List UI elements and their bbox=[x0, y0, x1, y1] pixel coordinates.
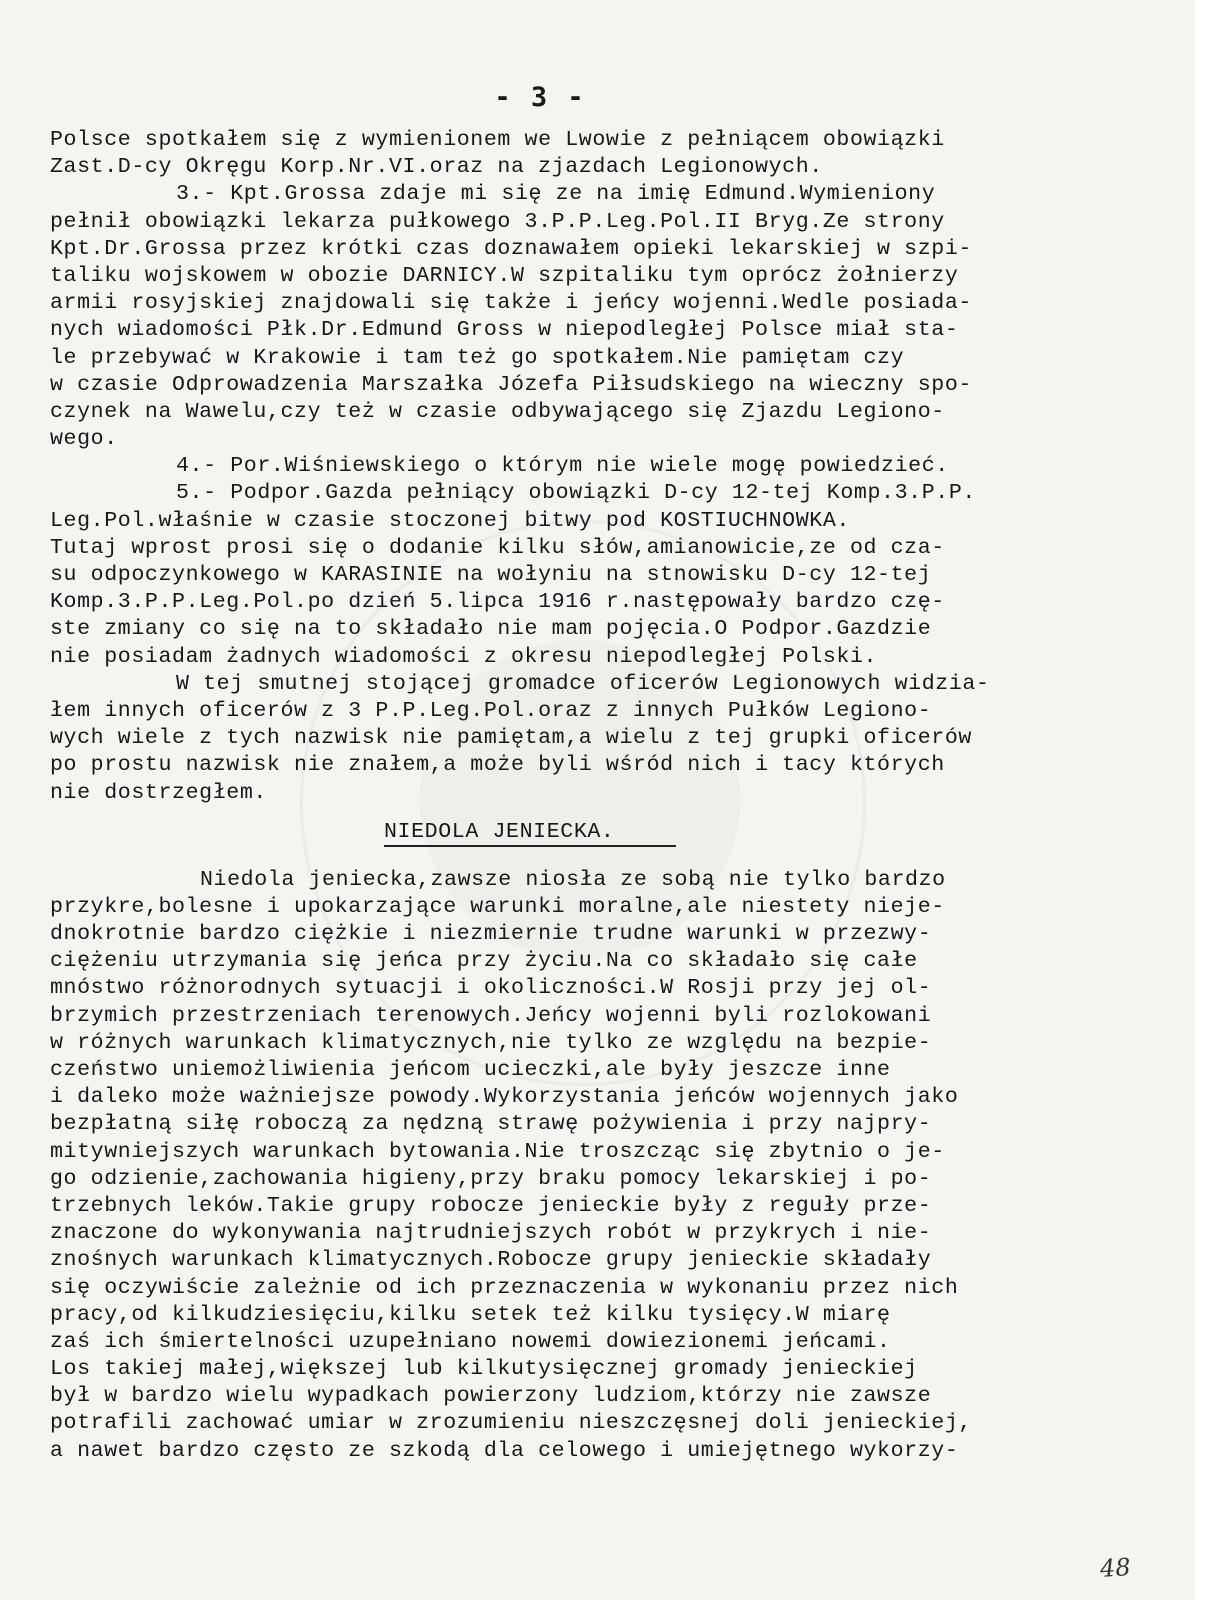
text-line: wego. bbox=[50, 427, 118, 452]
text-line: ste zmiany co się na to składało nie mam pojęcia.O Podpor.Gazdzie bbox=[50, 617, 932, 642]
text-line: brzymich przestrzeniach terenowych.Jeńcy wojenni byli rozlokowani bbox=[50, 1003, 932, 1028]
text-line: pracy,od kilkudziesięciu,kilku setek też kilku tysięcy.W miarę bbox=[50, 1302, 891, 1327]
text-line: mnóstwo różnorodnych sytuacji i okoliczności.W Rosji przy jej ol- bbox=[50, 976, 932, 1001]
text-line: Los takiej małej,większej lub kilkutysięcznej gromady jenieckiej bbox=[50, 1357, 918, 1382]
text-line: nie dostrzegłem. bbox=[50, 780, 267, 805]
scan-margin bbox=[1195, 0, 1209, 1600]
text-line: w różnych warunkach klimatycznych,nie tylko ze względu na bezpie- bbox=[50, 1030, 932, 1055]
text-line: 3.- Kpt.Grossa zdaje mi się ze na imię Edmund.Wymieniony bbox=[176, 182, 936, 207]
text-line: taliku wojskowem w obozie DARNICY.W szpitaliku tym oprócz żołnierzy bbox=[50, 263, 959, 288]
section-heading: NIEDOLA JENIECKA. bbox=[384, 819, 615, 844]
text-line: w czasie Odprowadzenia Marszałka Józefa Piłsudskiego na wieczny spo- bbox=[50, 372, 972, 397]
text-line: Kpt.Dr.Grossa przez krótki czas doznawałem opieki lekarskiej w szpi- bbox=[50, 236, 972, 261]
text-line: dnokrotnie bardzo ciężkie i niezmiernie trudne warunki w przezwy- bbox=[50, 922, 932, 947]
text-line: był w bardzo wielu wypadkach powierzony ludziom,którzy nie zawsze bbox=[50, 1384, 932, 1409]
text-line: się oczywiście zależnie od ich przeznaczenia w wykonaniu przez nich bbox=[50, 1275, 959, 1300]
spacer bbox=[50, 855, 1180, 867]
text-line: Tutaj wprost prosi się o dodanie kilku słów,amianowicie,ze od cza- bbox=[50, 535, 945, 560]
text-line: go odzienie,zachowania higieny,przy braku pomocy lekarskiej i po- bbox=[50, 1166, 932, 1191]
section-heading-block bbox=[50, 807, 1180, 855]
text-line: czeństwo uniemożliwienia jeńcom ucieczki,ale były jeszcze inne bbox=[50, 1058, 891, 1082]
text-line: bezpłatną siłę roboczą za nędzną strawę pożywienia i przy najpry- bbox=[50, 1112, 932, 1137]
text-line: Leg.Pol.właśnie w czasie stoczonej bitwy pod KOSTIUCHNOWKA. bbox=[50, 508, 850, 533]
text-line: Zast.D-cy Okręgu Korp.Nr.VI.oraz na zjazdach Legionowych. bbox=[50, 155, 823, 180]
text-line: zaś ich śmiertelności uzupełniano nowemi dowiezionemi jeńcami. bbox=[50, 1329, 891, 1354]
text-line: przykre,bolesne i upokarzające warunki moralne,ale niestety nieje- bbox=[50, 894, 945, 919]
text-line: po prostu nazwisk nie znałem,a może byli wśród nich i tacy których bbox=[50, 753, 945, 778]
text-line: wych wiele z tych nazwisk nie pamiętam,a wielu z tej grupki oficerów bbox=[50, 726, 972, 751]
text-line: ciężeniu utrzymania się jeńca przy życiu.Na co składało się całe bbox=[50, 949, 918, 974]
text-line: znośnych warunkach klimatycznych.Robocze grupy jenieckie składały bbox=[50, 1248, 932, 1273]
text-line: Komp.3.P.P.Leg.Pol.po dzień 5.lipca 1916 r.następowały bardzo czę- bbox=[50, 590, 945, 615]
text-line: potrafili zachować umiar w zrozumieniu nieszczęsnej doli jenieckiej, bbox=[50, 1411, 972, 1436]
text-line: Polsce spotkałem się z wymienionem we Lwowie z pełniącem obowiązki bbox=[50, 128, 945, 152]
handwritten-page-number: 48 bbox=[1099, 1552, 1132, 1584]
text-line: nie posiadam żadnych wiadomości z okresu niepodległej Polski. bbox=[50, 644, 878, 669]
text-line: armii rosyjskiej znajdowali się także i jeńcy wojenni.Wedle posiada- bbox=[50, 291, 972, 316]
text-line: 5.- Podpor.Gazda pełniący obowiązki D-cy 12-tej Komp.3.P.P. bbox=[176, 481, 976, 506]
document-body bbox=[50, 127, 1180, 1465]
text-line: i daleko może ważniejsze powody.Wykorzystania jeńców wojennych jako bbox=[50, 1085, 959, 1110]
heading-underline bbox=[384, 845, 676, 847]
text-line: czynek na Wawelu,czy też w czasie odbywającego się Zjazdu Legiono- bbox=[50, 399, 945, 424]
text-line: nych wiadomości Płk.Dr.Edmund Gross w niepodległej Polsce miał sta- bbox=[50, 318, 959, 343]
text-line: pełnił obowiązki lekarza pułkowego 3.P.P.Leg.Pol.II Bryg.Ze strony bbox=[50, 209, 945, 234]
text-line: su odpoczynkowego w KARASINIE na wołyniu na stnowisku D-cy 12-tej bbox=[50, 563, 932, 587]
text-line: le przebywać w Krakowie i tam też go spotkałem.Nie pamiętam czy bbox=[50, 345, 905, 370]
text-line: trzebnych leków.Takie grupy robocze jenieckie były z reguły prze- bbox=[50, 1193, 932, 1218]
text-line: 4.- Por.Wiśniewskiego o którym nie wiele mogę powiedzieć. bbox=[176, 454, 949, 479]
text-line: mitywniejszych warunkach bytowania.Nie troszcząc się zbytnio o je- bbox=[50, 1139, 945, 1164]
text-line: znaczone do wykonywania najtrudniejszych robót w przykrych i nie- bbox=[50, 1221, 932, 1246]
text-line: W tej smutnej stojącej gromadce oficerów Legionowych widzia- bbox=[176, 671, 990, 696]
text-line: łem innych oficerów z 3 P.P.Leg.Pol.oraz z innych Pułków Legiono- bbox=[50, 698, 932, 723]
page-number: - 3 - bbox=[494, 82, 586, 113]
text-line: Niedola jeniecka,zawsze niosła ze sobą nie tylko bardzo bbox=[200, 867, 946, 892]
text-line: a nawet bardzo często ze szkodą dla celowego i umiejętnego wykorzy- bbox=[50, 1438, 959, 1463]
